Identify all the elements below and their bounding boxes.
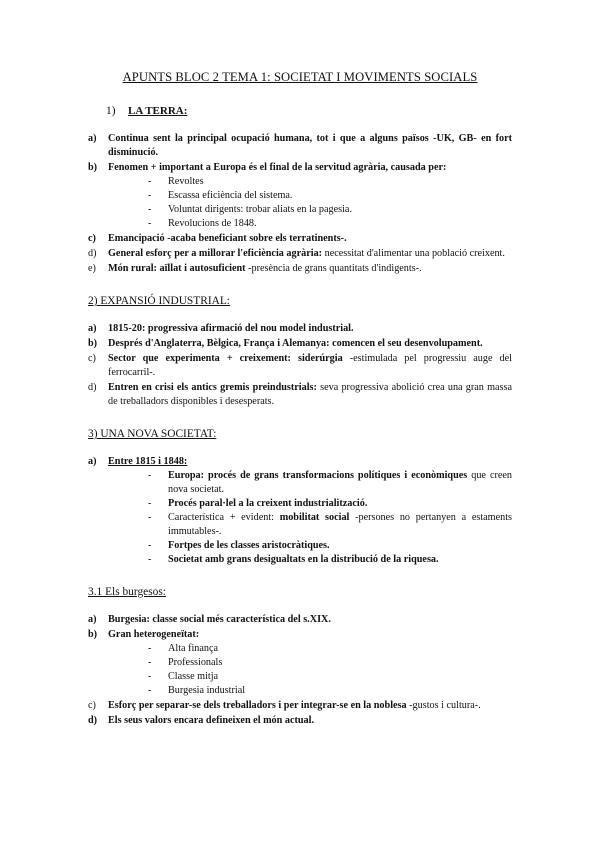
list-item: d) Entren en crisi els antics gremis preindustrials: seva progressiva abolició crea una gran massa de treballadors disponibles i desesperats.	[88, 382, 512, 407]
section-heading-els-burgesos: 3.1 Els burgesos:	[88, 586, 166, 598]
list-item: c) Esforç per separar-se dels treballadors i per integrar-se en la noblesa -gustos i cultura-.	[88, 700, 481, 711]
document-title: APUNTS BLOC 2 TEMA 1: SOCIETAT I MOVIMENTS SOCIALS	[122, 70, 478, 84]
sub-list-item: - Societat amb grans desigualtats en la distribució de la riquesa.	[148, 554, 439, 565]
sub-list-item: - Escassa eficiència del sistema.	[148, 190, 293, 201]
list-item: a) Entre 1815 i 1848: - Europa: procés de grans transformacions polítiques i econòmiques que creen nova societat. - Procés paral·lel a la creixent industrialització. - Característica + evident: mobilitat social -persones no pertanyen a estaments immutables-. - Fortpes de les classes aristocràtiques. - Societat amb grans desigualtats en la distribució de la riquesa.	[88, 456, 513, 565]
sub-list-item: - Procés paral·lel a la creixent industrialització.	[148, 498, 368, 509]
sub-list-item: - Classe mitja	[148, 671, 219, 682]
list-item: b) Gran heterogeneïtat: - Alta finança - Professionals - Classe mitja - Burgesia industrial	[88, 628, 512, 698]
list-item: a) 1815-20: progressiva afirmació del nou model industrial.	[88, 323, 354, 334]
section-heading-una-nova-societat: 3) UNA NOVA SOCIETAT:	[88, 428, 217, 440]
section-heading-la-terra	[106, 104, 512, 118]
list-item: c) Sector que experimenta + creixement: siderúrgia -estimulada pel progressiu auge del ferrocarril-.	[88, 353, 512, 378]
sub-list-item: - Revolucions de 1848.	[148, 218, 257, 229]
section-number: 1)	[106, 105, 116, 117]
sub-list-item: - Burgesia industrial	[148, 685, 246, 696]
section-list	[88, 455, 512, 567]
section-title: LA TERRA:	[128, 105, 188, 117]
list-item: e) Món rural: aïllat i autosuficient -presència de grans quantitats d'indigents-.	[88, 263, 422, 274]
section-list	[88, 132, 512, 276]
list-item: b) Després d'Anglaterra, Bèlgica, França i Alemanya: comencen el seu desenvolupament.	[88, 338, 483, 349]
sub-list	[108, 469, 512, 567]
sub-list	[108, 175, 512, 231]
list-item: b) Fenomen + important a Europa és el final de la servitud agrària, causada per: - Revoltes - Escassa eficiència del sistema. - Voluntat dirigents: trobar aliats en la pagesia. - Revolucions de 1848.	[88, 161, 512, 231]
sub-list-item: - Europa: procés de grans transformacions polítiques i econòmiques que creen nova societat.	[148, 470, 512, 495]
sub-list-item: - Característica + evident: mobilitat social -persones no pertanyen a estaments immutables-.	[148, 512, 513, 537]
sub-list-item: - Fortpes de les classes aristocràtiques.	[148, 540, 330, 551]
list-item: d) Els seus valors encara defineixen el món actual.	[88, 715, 315, 726]
sub-list-item: - Professionals	[148, 657, 223, 668]
sub-list-item: - Voluntat dirigents: trobar aliats en la pagesia.	[148, 204, 352, 215]
list-item: d) General esforç per a millorar l'eficiència agrària: necessitat d'alimentar una població creixent.	[88, 248, 505, 259]
section-list	[88, 613, 512, 728]
list-item: a) Continua sent la principal ocupació humana, tot i que a alguns països -UK, GB- en fort disminució.	[88, 133, 512, 158]
sub-list-item: - Alta finança	[148, 643, 219, 654]
section-heading-expansio-industrial: 2) EXPANSIÓ INDUSTRIAL:	[88, 295, 230, 307]
list-item: c) Emancipació -acaba beneficiant sobre els terratinents-.	[88, 233, 347, 244]
list-item: a) Burgesia: classe social més característica del s.XIX.	[88, 614, 331, 625]
sub-list-item: - Revoltes	[148, 176, 204, 187]
sub-list	[108, 642, 512, 698]
section-list	[88, 322, 512, 409]
